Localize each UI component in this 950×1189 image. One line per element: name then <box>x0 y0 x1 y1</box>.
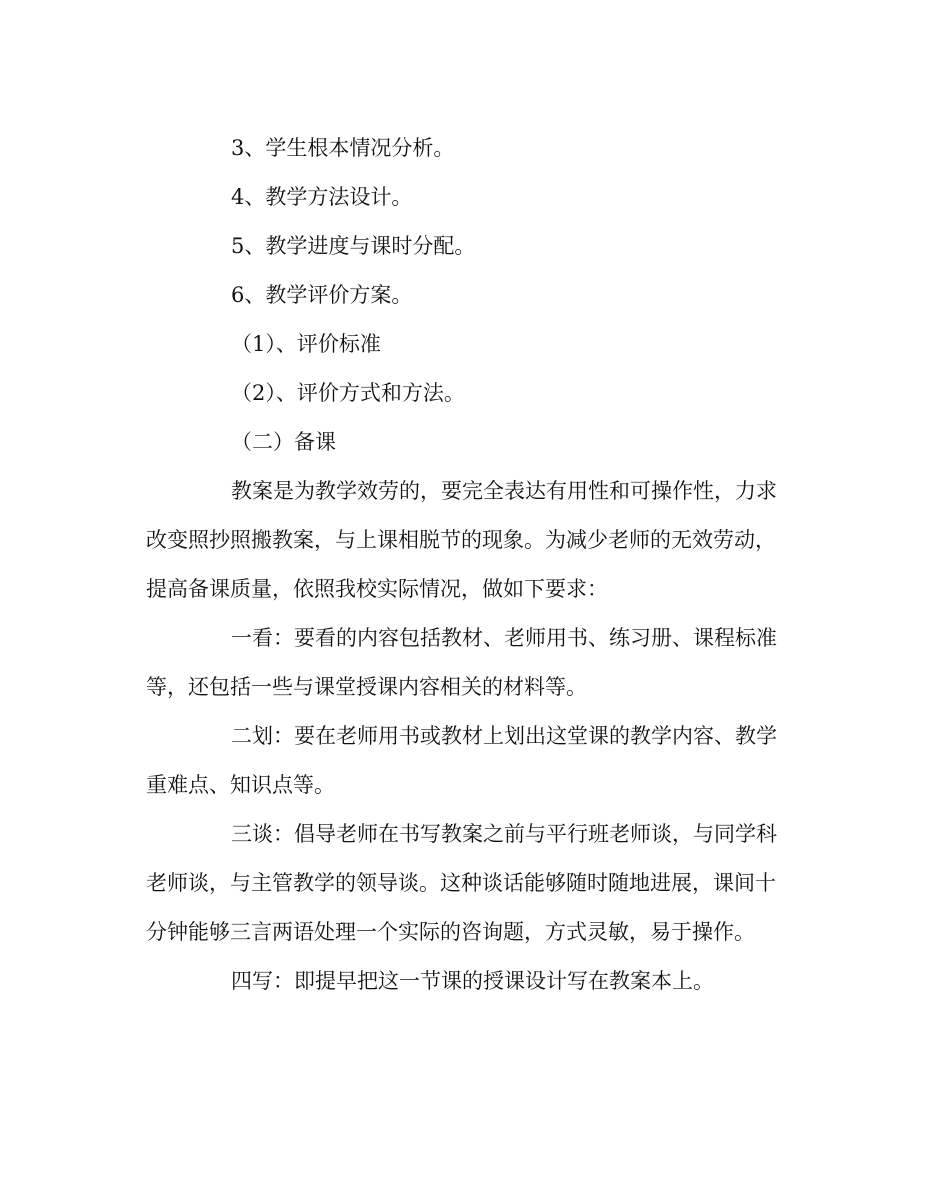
paragraph-line: 改变照抄照搬教案，与上课相脱节的现象。为减少老师的无效劳动， <box>146 528 776 552</box>
paragraph-line: 分钟能够三言两语处理一个实际的咨询题，方式灵敏，易于操作。 <box>146 920 755 944</box>
paragraph-line: 重难点、知识点等。 <box>146 773 335 797</box>
paragraph-line: 老师谈，与主管教学的领导谈。这种谈话能够随时随地进展，课间十 <box>146 871 776 895</box>
paragraph-line: 一看：要看的内容包括教材、老师用书、练习册、课程标准 <box>231 626 777 650</box>
sub-item-1: （1）、评价标准 <box>231 332 381 356</box>
section-heading: （二）备课 <box>231 430 336 454</box>
paragraph-line: 二划：要在老师用书或教材上划出这堂课的教学内容、教学 <box>231 724 777 748</box>
paragraph-line: 教案是为教学效劳的，要完全表达有用性和可操作性，力求 <box>231 479 777 503</box>
paragraph-line: 三谈：倡导老师在书写教案之前与平行班老师谈，与同学科 <box>231 822 777 846</box>
list-item-3: 3、学生根本情况分析。 <box>231 136 455 160</box>
paragraph-line: 等，还包括一些与课堂授课内容相关的材料等。 <box>146 675 587 699</box>
list-item-4: 4、教学方法设计。 <box>231 185 413 209</box>
sub-item-2: （2）、评价方式和方法。 <box>231 381 465 405</box>
paragraph-line: 提高备课质量，依照我校实际情况，做如下要求： <box>146 577 608 601</box>
paragraph-line: 四写：即提早把这一节课的授课设计写在教案本上。 <box>231 969 714 993</box>
list-item-6: 6、教学评价方案。 <box>231 283 413 307</box>
list-item-5: 5、教学进度与课时分配。 <box>231 234 476 258</box>
